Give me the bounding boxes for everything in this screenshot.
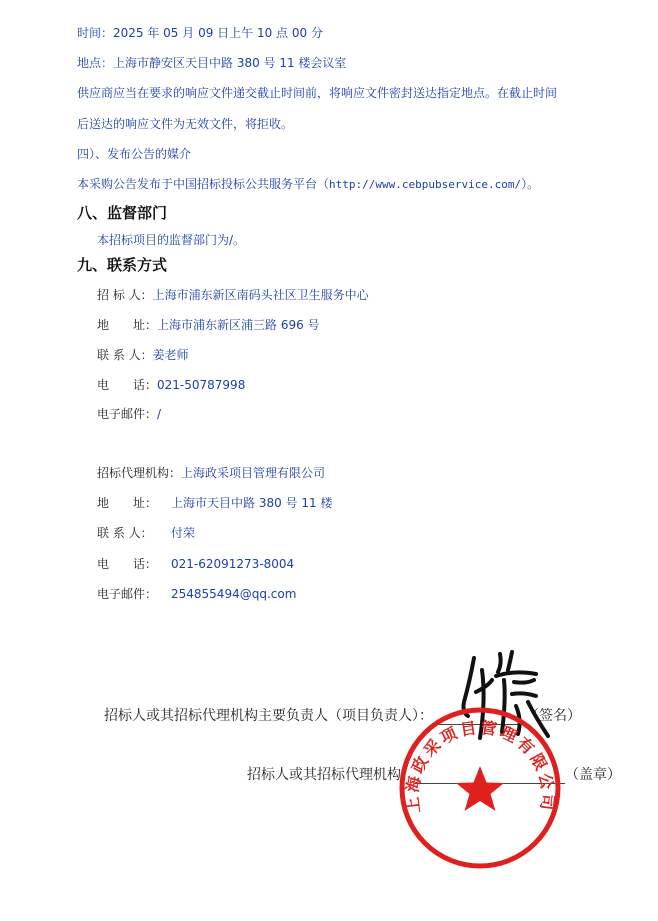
- agency-name: 上海政采项目管理有限公司: [181, 466, 326, 480]
- contact-heading: 九、联系方式: [77, 256, 168, 274]
- supervision-text: 本招标项目的监督部门为/。: [97, 233, 246, 247]
- submission-note-line2: 后送达的响应文件为无效文件，将拒收。: [77, 117, 294, 131]
- bidder-contact-row: [97, 347, 189, 363]
- media-text-prefix: 本采购公告发布于中国招标投标公共服务平台（: [77, 177, 330, 191]
- media-url: http://www.cebpubservice.com/: [329, 178, 522, 191]
- bidder-phone-row: [97, 377, 245, 393]
- seal-arc-textpath: 上海政采项目管理有限公司: [402, 717, 558, 815]
- agency-address: 上海市天目中路 380 号 11 楼: [171, 496, 333, 510]
- agency-name-row: [97, 465, 325, 481]
- agency-phone-row: [97, 556, 294, 572]
- bidder-address-label: 地 址：: [97, 318, 158, 332]
- bidder-phone-label: 电 话：: [97, 378, 158, 392]
- bidder-name: 上海市浦东新区南码头社区卫生服务中心: [152, 288, 369, 302]
- seal-suffix: （盖章）: [565, 767, 621, 783]
- agency-contact-row: [97, 525, 195, 541]
- supervision-heading: 八、监督部门: [77, 204, 168, 222]
- agency-email: 254855494@qq.com: [171, 587, 297, 601]
- agency-contact-label: 联 系 人：: [97, 526, 153, 540]
- agency-phone-label: 电 话：: [97, 557, 158, 571]
- bidder-phone: 021-50787998: [157, 378, 246, 392]
- agency-phone: 021-62091273-8004: [171, 557, 295, 571]
- submission-note-line1: 供应商应当在要求的响应文件递交截止时间前，将响应文件密封送达指定地点。在截止时间: [77, 86, 558, 100]
- company-seal: [398, 706, 562, 870]
- meeting-place: 地点：上海市静安区天目中路 380 号 11 楼会议室: [77, 56, 347, 70]
- agency-email-row: [97, 586, 296, 602]
- bidder-name-label: 招 标 人：: [97, 288, 153, 302]
- meeting-time: 时间：2025 年 05 月 09 日上午 10 点 00 分: [77, 26, 323, 40]
- seal-line-label: 招标人或其招标代理机构：: [247, 767, 415, 783]
- bidder-email-row: [97, 406, 161, 422]
- bidder-email: /: [157, 407, 162, 421]
- bidder-email-label: 电子邮件：: [97, 407, 158, 421]
- agency-address-label: 地 址：: [97, 496, 158, 510]
- bidder-name-row: [97, 287, 369, 303]
- agency-contact: 付荣: [171, 526, 196, 540]
- media-text: [77, 176, 539, 193]
- bidder-address-row: [97, 317, 320, 333]
- signature-suffix: （签名）: [525, 708, 581, 724]
- bidder-contact: 姜老师: [152, 348, 189, 362]
- media-text-suffix: ）。: [521, 177, 540, 191]
- agency-email-label: 电子邮件：: [97, 587, 158, 601]
- media-title: 四）、发布公告的媒介: [77, 147, 192, 161]
- seal-star-icon: [456, 766, 504, 811]
- bidder-address: 上海市浦东新区浦三路 696 号: [157, 318, 320, 332]
- signature-line-label: 招标人或其招标代理机构主要负责人（项目负责人）：: [104, 708, 433, 724]
- agency-address-row: [97, 495, 332, 511]
- bidder-contact-label: 联 系 人：: [97, 348, 153, 362]
- agency-name-label: 招标代理机构：: [97, 466, 182, 480]
